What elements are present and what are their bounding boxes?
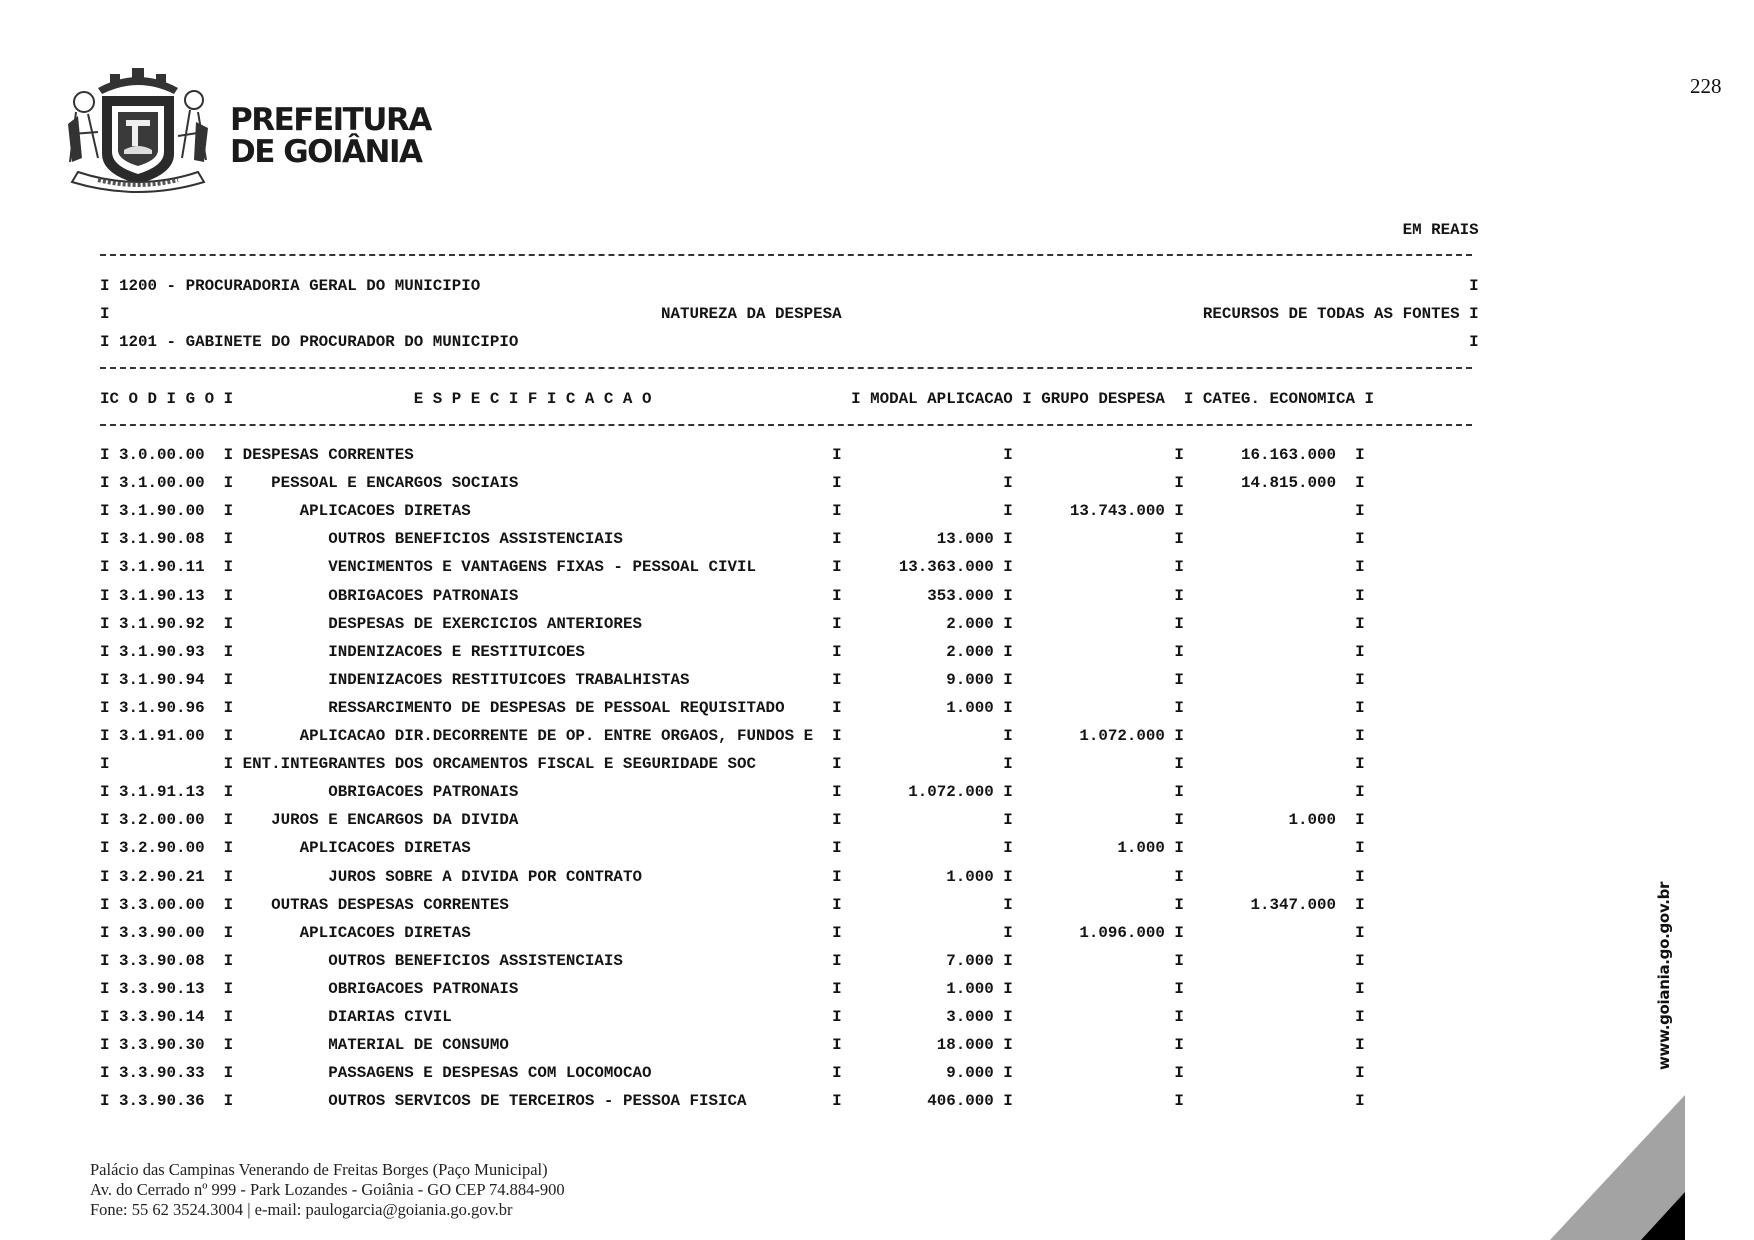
row-code: 3.1.90.93 — [119, 642, 205, 661]
row-code: 3.2.00.00 — [119, 811, 205, 830]
row-code: 3.3.90.14 — [119, 1008, 205, 1026]
footer-line-3: Fone: 55 62 3524.3004 | e-mail: paulogarcia@goiania.go.gov.br — [90, 1200, 513, 1219]
table-row: I 3.3.90.13 I OBRIGACOES PATRONAIS I 1.000 I I I — [100, 979, 1365, 998]
row-specification: OBRIGACOES PATRONAIS — [328, 979, 519, 998]
table-row: I 3.1.90.11 I VENCIMENTOS E VANTAGENS FIXAS - PESSOAL CIVIL I 13.363.000 I I I — [100, 558, 1365, 577]
row-code: 3.1.90.13 — [119, 586, 205, 605]
row-specification: JUROS E ENCARGOS DA DIVIDA — [271, 811, 519, 830]
row-modal-aplicacao: 2.000 — [946, 614, 994, 633]
row-code: 3.3.90.33 — [119, 1064, 205, 1083]
table-row: I 3.1.90.93 I INDENIZACOES E RESTITUICOES I 2.000 I I I — [100, 642, 1365, 661]
budget-unit-line: I 1201 - GABINETE DO PROCURADOR DO MUNICIPIO I — [100, 333, 1479, 351]
table-row: I 3.1.90.08 I OUTROS BENEFICIOS ASSISTENCIAIS I 13.000 I I I — [100, 530, 1365, 549]
row-grupo-despesa: 1.096.000 — [1079, 923, 1165, 942]
table-row: I 3.3.90.08 I OUTROS BENEFICIOS ASSISTENCIAIS I 7.000 I I I — [100, 951, 1365, 970]
row-modal-aplicacao: 9.000 — [946, 670, 994, 689]
row-specification: DIARIAS CIVIL — [328, 1008, 452, 1026]
row-code: 3.3.90.08 — [119, 951, 205, 970]
row-modal-aplicacao: 2.000 — [946, 642, 994, 661]
row-code: 3.2.90.21 — [119, 867, 205, 886]
dashed-separator — [100, 367, 1472, 369]
table-row: I 3.3.90.14 I DIARIAS CIVIL I 3.000 I I I — [100, 1008, 1365, 1026]
brand-line-1: PREFEITURA — [230, 102, 431, 138]
row-specification: JUROS SOBRE A DIVIDA POR CONTRATO — [328, 867, 642, 886]
table-row: I 3.1.90.92 I DESPESAS DE EXERCICIOS ANTERIORES I 2.000 I I I — [100, 614, 1365, 633]
row-specification: DESPESAS CORRENTES — [242, 446, 414, 464]
row-specification: INDENIZACOES E RESTITUICOES — [328, 642, 585, 661]
table-row: I 3.1.90.00 I APLICACOES DIRETAS I I 13.743.000 I I — [100, 502, 1365, 521]
row-code: 3.1.91.13 — [119, 783, 205, 802]
row-specification: PASSAGENS E DESPESAS COM LOCOMOCAO — [328, 1064, 652, 1083]
row-code: 3.1.90.96 — [119, 698, 205, 717]
row-code: 3.3.90.30 — [119, 1036, 205, 1055]
row-grupo-despesa: 1.000 — [1117, 839, 1165, 858]
footer-address — [90, 1160, 565, 1220]
unit-label-line: EM REAIS — [100, 221, 1479, 239]
footer-line-1: Palácio das Campinas Venerando de Freitas Borges (Paço Municipal) — [90, 1160, 548, 1179]
row-specification: APLICACOES DIRETAS — [299, 923, 471, 942]
row-code: 3.1.90.08 — [119, 530, 205, 549]
row-modal-aplicacao: 353.000 — [927, 586, 994, 605]
row-modal-aplicacao: 13.363.000 — [898, 558, 994, 577]
row-code: 3.3.90.36 — [119, 1092, 205, 1111]
row-specification: VENCIMENTOS E VANTAGENS FIXAS - PESSOAL CIVIL — [328, 558, 757, 577]
row-modal-aplicacao: 1.000 — [946, 867, 994, 886]
table-row: I 3.1.90.13 I OBRIGACOES PATRONAIS I 353.000 I I I — [100, 586, 1365, 605]
row-specification: PESSOAL E ENCARGOS SOCIAIS — [271, 474, 519, 493]
dashed-separator — [100, 424, 1472, 426]
row-code: 3.1.90.94 — [119, 670, 205, 689]
dashed-separator — [100, 254, 1472, 256]
table-row: I 3.2.00.00 I JUROS E ENCARGOS DA DIVIDA I I I 1.000 I — [100, 811, 1365, 830]
table-row: I 3.3.90.36 I OUTROS SERVICOS DE TERCEIROS - PESSOA FISICA I 406.000 I I I — [100, 1092, 1365, 1111]
row-specification: OUTRAS DESPESAS CORRENTES — [271, 895, 509, 914]
table-row: I I ENT.INTEGRANTES DOS ORCAMENTOS FISCAL E SEGURIDADE SOC I I I I — [100, 755, 1365, 774]
table-row: I 3.1.91.00 I APLICACAO DIR.DECORRENTE DE OP. ENTRE ORGAOS, FUNDOS E I I 1.072.000 I I — [100, 727, 1365, 745]
municipal-seal-logo — [58, 62, 218, 194]
table-row: I 3.3.90.30 I MATERIAL DE CONSUMO I 18.000 I I I — [100, 1036, 1365, 1055]
row-categ-economica: 1.000 — [1288, 811, 1337, 830]
row-categ-economica: 1.347.000 — [1250, 895, 1337, 914]
table-row: I 3.3.90.33 I PASSAGENS E DESPESAS COM LOCOMOCAO I 9.000 I I I — [100, 1064, 1365, 1083]
row-specification: MATERIAL DE CONSUMO — [328, 1036, 509, 1055]
row-specification: OBRIGACOES PATRONAIS — [328, 586, 519, 605]
row-code: 3.3.00.00 — [119, 895, 205, 914]
row-modal-aplicacao: 406.000 — [927, 1092, 994, 1111]
row-code: 3.3.90.13 — [119, 979, 205, 998]
table-row: I 3.1.90.94 I INDENIZACOES RESTITUICOES TRABALHISTAS I 9.000 I I I — [100, 670, 1365, 689]
report-title-line: I NATUREZA DA DESPESA RECURSOS DE TODAS AS FONTES I — [100, 305, 1479, 323]
row-code: 3.2.90.00 — [119, 839, 205, 858]
row-specification: OBRIGACOES PATRONAIS — [328, 783, 519, 802]
row-specification: APLICACAO DIR.DECORRENTE DE OP. ENTRE ORGAOS, FUNDOS E — [299, 727, 814, 745]
brand-line-2: DE GOIÂNIA — [230, 134, 422, 170]
row-specification: INDENIZACOES RESTITUICOES TRABALHISTAS — [328, 670, 690, 689]
row-modal-aplicacao: 18.000 — [936, 1036, 994, 1055]
row-categ-economica: 16.163.000 — [1240, 446, 1337, 464]
row-code: 3.1.91.00 — [119, 727, 205, 745]
row-categ-economica: 14.815.000 — [1241, 474, 1337, 493]
table-row: I 3.1.91.13 I OBRIGACOES PATRONAIS I 1.072.000 I I I — [100, 783, 1365, 802]
row-specification: DESPESAS DE EXERCICIOS ANTERIORES — [328, 614, 642, 633]
row-specification: OUTROS SERVICOS DE TERCEIROS - PESSOA FISICA — [328, 1092, 747, 1111]
row-modal-aplicacao: 1.000 — [946, 698, 994, 717]
row-specification: APLICACOES DIRETAS — [299, 502, 471, 521]
table-row: I 3.2.90.21 I JUROS SOBRE A DIVIDA POR CONTRATO I 1.000 I I I — [100, 867, 1365, 886]
row-modal-aplicacao: 9.000 — [946, 1064, 994, 1083]
table-row: I 3.1.90.96 I RESSARCIMENTO DE DESPESAS DE PESSOAL REQUISITADO I 1.000 I I I — [100, 698, 1365, 717]
table-row: I 3.1.00.00 I PESSOAL E ENCARGOS SOCIAIS I I I 14.815.000 I — [100, 474, 1365, 493]
table-row: I 3.3.90.00 I APLICACOES DIRETAS I I 1.096.000 I I — [100, 923, 1365, 942]
table-row: I 3.2.90.00 I APLICACOES DIRETAS I I 1.000 I I — [100, 839, 1365, 858]
footer-line-2: Av. do Cerrado nº 999 - Park Lozandes - Goiânia - GO CEP 74.884-900 — [90, 1180, 565, 1199]
row-grupo-despesa: 13.743.000 — [1069, 502, 1165, 521]
website-vertical: www.goiania.go.gov.br — [1655, 881, 1673, 1070]
row-modal-aplicacao: 1.072.000 — [908, 783, 994, 802]
row-specification: APLICACOES DIRETAS — [299, 839, 471, 858]
row-code: 3.1.90.11 — [119, 558, 205, 577]
org-line: I 1200 - PROCURADORIA GERAL DO MUNICIPIO I — [100, 277, 1479, 295]
row-modal-aplicacao: 7.000 — [946, 951, 994, 970]
corner-decoration — [1550, 1095, 1754, 1240]
row-code: 3.1.00.00 — [119, 474, 205, 493]
brand-wordmark — [230, 104, 431, 168]
row-modal-aplicacao: 1.000 — [946, 979, 994, 998]
table-row: I 3.3.00.00 I OUTRAS DESPESAS CORRENTES I I I 1.347.000 I — [100, 895, 1365, 914]
row-modal-aplicacao: 13.000 — [936, 530, 994, 549]
row-code: 3.3.90.00 — [119, 923, 205, 942]
row-specification: OUTROS BENEFICIOS ASSISTENCIAIS — [328, 530, 623, 549]
table-row: I 3.0.00.00 I DESPESAS CORRENTES I I I 16.163.000 I — [100, 446, 1365, 464]
column-header-line: IC O D I G O I E S P E C I F I C A C A O I MODAL APLICACAO I GRUPO DESPESA I CATEG. ECONOMICA I — [100, 390, 1375, 408]
row-code: 3.1.90.92 — [119, 614, 205, 633]
row-code: 3.1.90.00 — [119, 502, 205, 521]
row-grupo-despesa: 1.072.000 — [1079, 727, 1165, 745]
row-modal-aplicacao: 3.000 — [946, 1008, 994, 1026]
row-specification: ENT.INTEGRANTES DOS ORCAMENTOS FISCAL E SEGURIDADE SOC — [242, 755, 757, 774]
row-specification: RESSARCIMENTO DE DESPESAS DE PESSOAL REQUISITADO — [328, 698, 785, 717]
page-number: 228 — [1690, 74, 1722, 98]
row-specification: OUTROS BENEFICIOS ASSISTENCIAIS — [328, 951, 623, 970]
row-code: 3.0.00.00 — [119, 446, 205, 464]
